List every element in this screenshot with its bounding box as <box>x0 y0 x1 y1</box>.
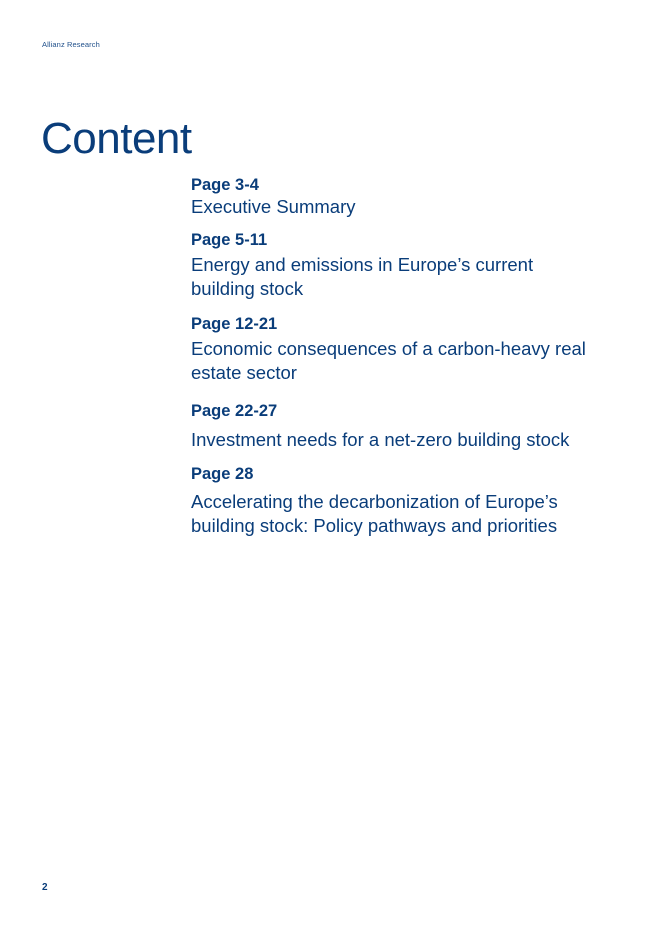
page-number: 2 <box>42 882 48 893</box>
toc-entry-title: Economic consequences of a carbon-heavy real estate sector <box>191 338 586 383</box>
toc-entry[interactable] <box>191 401 631 452</box>
toc-page-range: Page 12-21 <box>191 315 278 333</box>
toc-page-range: Page 28 <box>191 465 254 483</box>
toc-entry[interactable] <box>191 464 631 538</box>
toc-page-range: Page 5-11 <box>191 231 268 249</box>
toc-entry-title: Investment needs for a net-zero building stock <box>191 429 570 450</box>
toc-entry-title: Energy and emissions in Europe’s current building stock <box>191 254 534 299</box>
toc-entry[interactable] <box>191 175 631 219</box>
running-header: Allianz Research <box>42 40 100 49</box>
toc-entry-title: Executive Summary <box>191 196 356 217</box>
toc-page-range: Page 22-27 <box>191 402 278 420</box>
toc-page-range: Page 3-4 <box>191 176 259 194</box>
toc-entry[interactable] <box>191 314 631 385</box>
toc-entry[interactable] <box>191 230 631 301</box>
toc-entry-title: Accelerating the decarbonization of Europe’s building stock: Policy pathways and priorities <box>191 491 558 536</box>
page-title: Content <box>41 114 192 163</box>
